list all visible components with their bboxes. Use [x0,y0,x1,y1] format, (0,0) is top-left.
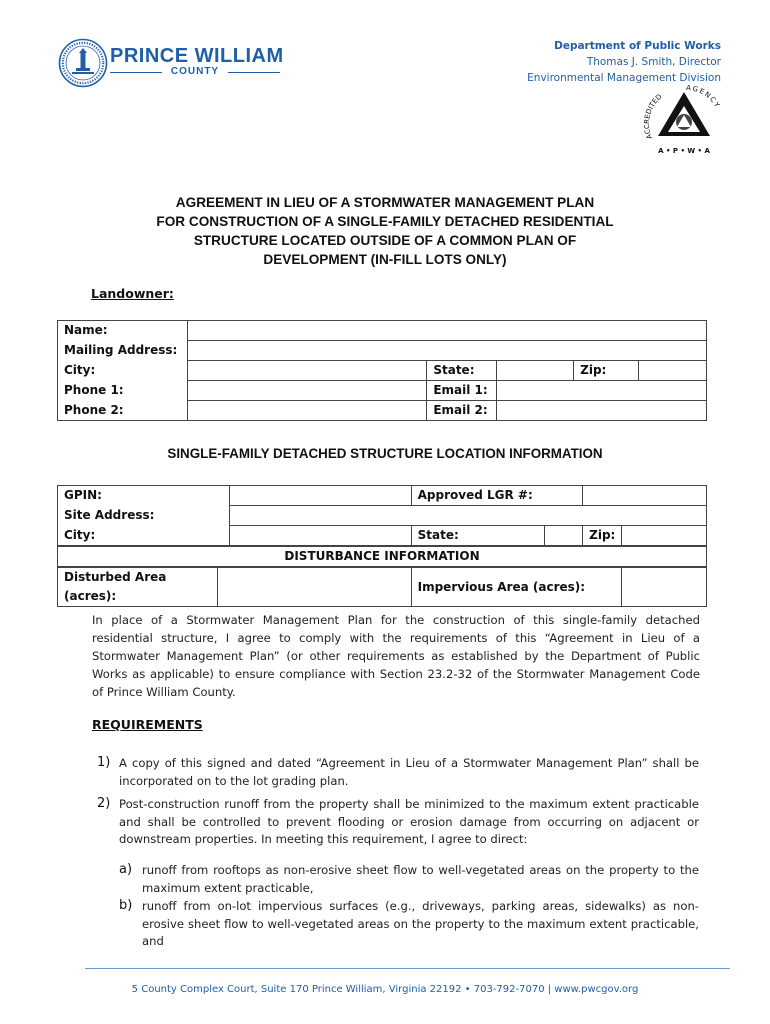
division-name: Environmental Management Division [527,72,721,84]
intro-paragraph: In place of a Stormwater Management Plan for the construction of this single-family detached residential structure, I agree to comply with the requirements of this “Agreement in Lieu of a Stormwater Management Plan” (or other requirements as established by the Department of Public Works as applicable) to ensure compliance with Section 23.2-32 of the Stormwater Management Code of Prince William County. [92,613,700,699]
title-line-3: STRUCTURE LOCATED OUTSIDE OF A COMMON PLAN OF [193,233,577,248]
phone1-label: Phone 1: [58,381,188,401]
state-label: State: [427,361,497,381]
email1-field[interactable] [497,381,707,401]
landowner-heading: Landowner: [91,286,174,301]
location-zip-label: Zip: [583,526,622,547]
zip-label: Zip: [574,361,639,381]
disturbed-area-field[interactable] [217,567,411,607]
requirement-item-1: A copy of this signed and dated “Agreement in Lieu of a Stormwater Management Plan” shall be incorporated on to the lot grading plan. [119,756,699,788]
title-line-4: DEVELOPMENT (IN-FILL LOTS ONLY) [263,252,507,267]
location-state-label: State: [411,526,545,547]
title-line-2: FOR CONSTRUCTION OF A SINGLE-FAMILY DETACHED RESIDENTIAL [156,214,614,229]
impervious-area-field[interactable] [622,567,707,607]
location-state-field[interactable] [545,526,583,547]
location-section-heading: SINGLE-FAMILY DETACHED STRUCTURE LOCATION INFORMATION [167,446,603,461]
svg-text:ACCREDITED: ACCREDITED [642,92,664,141]
impervious-area-label: Impervious Area (acres): [411,567,622,607]
title-line-1: AGREEMENT IN LIEU OF A STORMWATER MANAGEMENT PLAN [175,195,595,210]
county-seal-logo [58,38,108,88]
approved-lgr-label: Approved LGR #: [411,486,583,506]
city-field[interactable] [187,361,426,381]
site-address-label: Site Address: [58,506,230,526]
email1-label: Email 1: [427,381,497,401]
location-city-label: City: [58,526,230,547]
footer-divider [85,968,730,969]
apwa-accreditation-badge [640,82,728,160]
item-1-number: 1) [97,755,111,770]
requirement-sub-item-a: runoff from rooftops as non-erosive sheet flow to well-vegetated areas on the property to the maximum extent practicable, [142,863,699,895]
site-address-field[interactable] [229,506,706,526]
gpin-field[interactable] [229,486,411,506]
director-name: Thomas J. Smith, Director [586,56,721,68]
phone1-field[interactable] [187,381,426,401]
department-block [527,38,721,86]
state-field[interactable] [497,361,574,381]
phone2-label: Phone 2: [58,401,188,421]
requirement-item-2: Post-construction runoff from the property shall be minimized to the maximum extent practicable and shall be controlled to prevent flooding or erosion damage from occurring on adjacent or downstream properties. In meeting this requirement, I agree to direct: [119,797,699,846]
footer-address: 5 County Complex Court, Suite 170 Prince William, Virginia 22192 • 703-792-7070 | www.pwcgov.org [131,984,639,995]
requirements-heading: REQUIREMENTS [92,717,203,732]
sub-item-a-number: a) [119,862,133,877]
mailing-address-field[interactable] [187,341,706,361]
name-label: Name: [58,321,188,341]
sub-item-b-number: b) [119,898,133,913]
document-title [80,193,690,269]
svg-text:AGENCY: AGENCY [685,83,722,110]
location-city-field[interactable] [229,526,411,547]
email2-field[interactable] [497,401,707,421]
approved-lgr-field[interactable] [583,486,707,506]
landowner-table [57,320,707,421]
zip-field[interactable] [639,361,707,381]
location-table [57,485,707,607]
county-name: PRINCE WILLIAM [110,45,284,67]
name-field[interactable] [187,321,706,341]
disturbance-heading: DISTURBANCE INFORMATION [58,546,707,567]
phone2-field[interactable] [187,401,426,421]
svg-text:A • P • W • A: A • P • W • A [658,147,710,155]
county-subtitle: COUNTY [110,66,280,77]
department-name: Department of Public Works [554,40,721,52]
city-label: City: [58,361,188,381]
mailing-address-label: Mailing Address: [58,341,188,361]
gpin-label: GPIN: [58,486,230,506]
item-2-number: 2) [97,796,111,811]
location-zip-field[interactable] [622,526,707,547]
disturbed-area-label: Disturbed Area (acres): [58,567,218,607]
requirement-sub-item-b: runoff from on-lot impervious surfaces (e.g., driveways, parking areas, sidewalks) as non-erosive sheet flow to well-vegetated areas on the property to the maximum extent practicable, and [142,899,699,948]
email2-label: Email 2: [427,401,497,421]
